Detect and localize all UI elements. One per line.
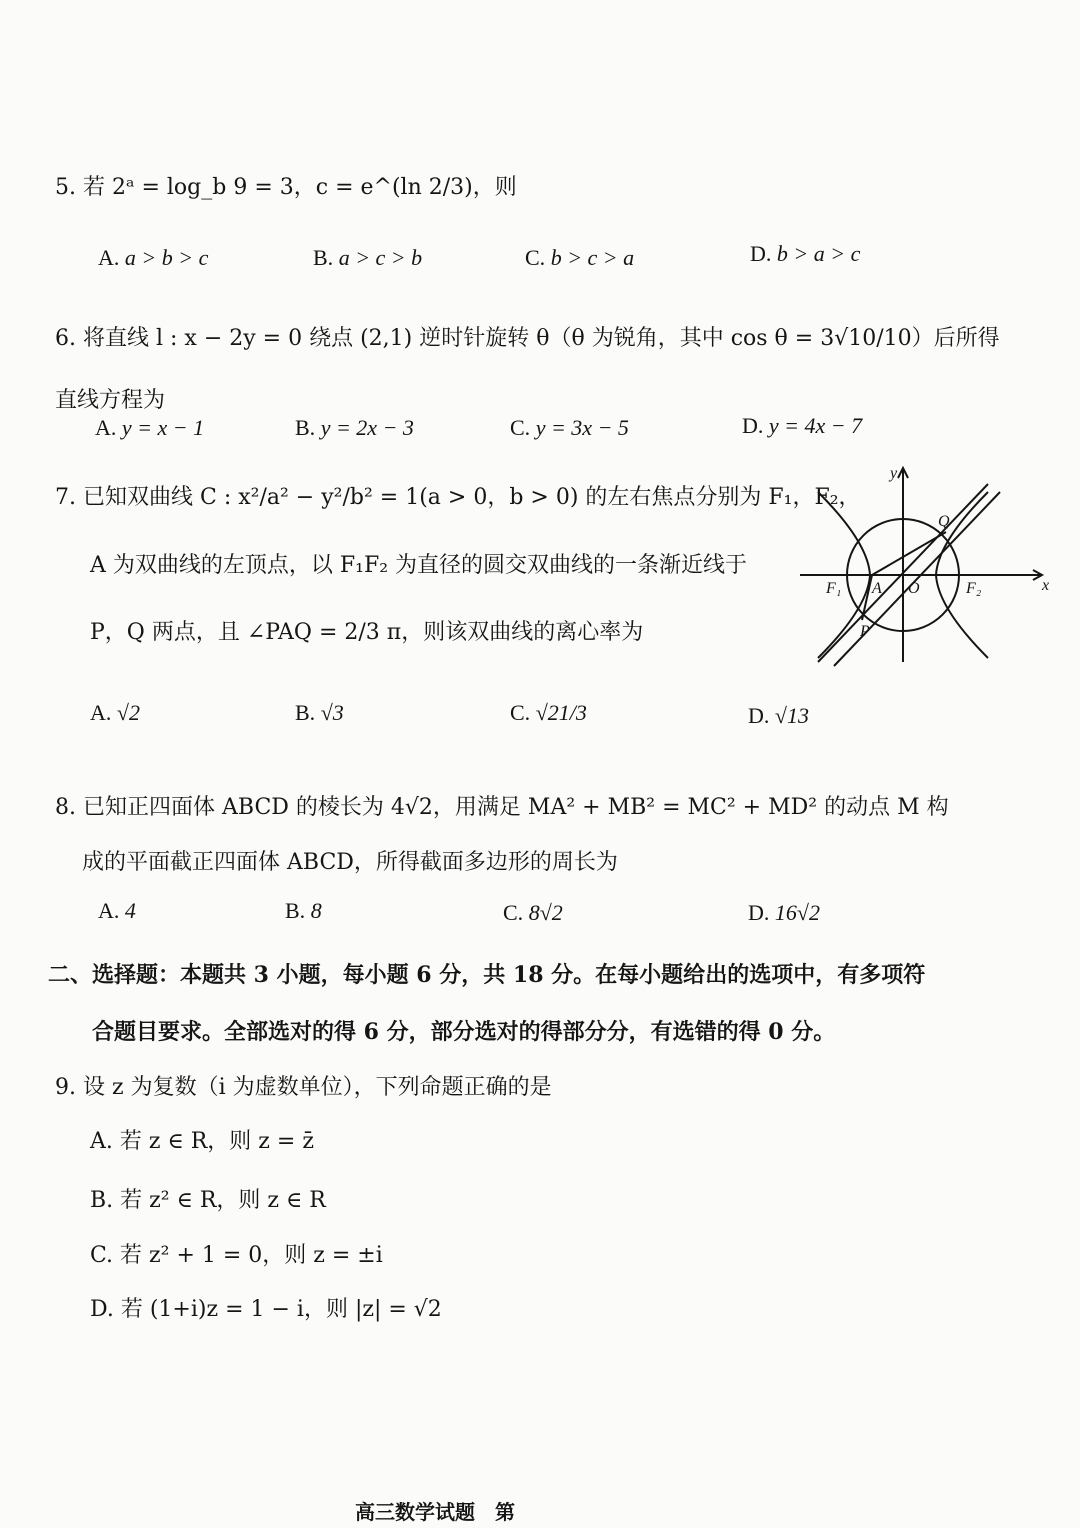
page-footer: 高三数学试题 第 bbox=[355, 1500, 515, 1524]
question-stem-line2: A 为双曲线的左顶点，以 F₁F₂ 为直径的圆交双曲线的一条渐近线于 bbox=[90, 553, 748, 578]
question-stem: 设 z 为复数（i 为虚数单位），下列命题正确的是 bbox=[83, 1075, 552, 1100]
question-number: 9. bbox=[55, 1075, 76, 1100]
question-number: 7. bbox=[55, 485, 76, 510]
label-O: O bbox=[908, 580, 920, 597]
option-a: A. 4 bbox=[98, 898, 136, 923]
question-number: 8. bbox=[55, 795, 76, 820]
option-a: A. y = x − 1 bbox=[95, 415, 205, 440]
option-c: C. 若 z² + 1 = 0，则 z = ±i bbox=[90, 1243, 383, 1268]
option-b: B. √3 bbox=[295, 700, 344, 725]
question-6 bbox=[55, 308, 1015, 432]
label-Q: Q bbox=[938, 513, 950, 530]
hyperbola-figure bbox=[790, 462, 1055, 667]
label-P: P bbox=[860, 623, 870, 640]
option-a: A. 若 z ∈ R，则 z = z̄ bbox=[90, 1129, 314, 1154]
question-number: 6. bbox=[55, 326, 76, 351]
option-d: D. 若 (1+i)z = 1 − i，则 |z| = √2 bbox=[90, 1297, 442, 1322]
label-F1: F₁ bbox=[826, 580, 842, 597]
option-c: C. √21/3 bbox=[510, 700, 587, 725]
label-A: A bbox=[872, 580, 882, 597]
label-F2: F₂ bbox=[966, 580, 982, 597]
question-stem-line3: P，Q 两点，且 ∠PAQ = 2/3 π，则该双曲线的离心率为 bbox=[90, 620, 644, 645]
option-b: B. 若 z² ∈ R，则 z ∈ R bbox=[90, 1188, 326, 1213]
option-b: B. 8 bbox=[285, 898, 322, 923]
question-number: 5. bbox=[55, 175, 76, 200]
option-c: C. 8√2 bbox=[503, 900, 563, 925]
question-7 bbox=[55, 480, 861, 511]
option-a: A. a > b > c bbox=[98, 245, 209, 270]
option-d: D. 16√2 bbox=[748, 900, 820, 925]
question-5 bbox=[55, 170, 517, 201]
option-c: C. b > c > a bbox=[525, 245, 635, 270]
option-b: B. a > c > b bbox=[313, 245, 423, 270]
option-c: C. y = 3x − 5 bbox=[510, 415, 629, 440]
label-x: x bbox=[1042, 577, 1050, 594]
option-b: B. y = 2x − 3 bbox=[295, 415, 414, 440]
question-stem: 将直线 l : x − 2y = 0 绕点 (2,1) 逆时针旋转 θ（θ 为锐角，其中 cos θ = 3√10/10）后所得直线方程为 bbox=[55, 326, 1000, 413]
option-d: D. b > a > c bbox=[750, 241, 861, 266]
asymptote-2 bbox=[834, 492, 1000, 666]
option-d: D. √13 bbox=[748, 703, 809, 728]
question-stem-line1: 已知双曲线 C : x²/a² − y²/b² = 1(a > 0，b > 0) 的左右焦点分别为 F₁，F₂， bbox=[83, 485, 861, 510]
question-stem-line1: 已知正四面体 ABCD 的棱长为 4√2，用满足 MA² + MB² = MC² + MD² 的动点 M 构 bbox=[83, 795, 949, 820]
question-stem: 若 2ᵃ = log_b 9 = 3，c = e^(ln 2/3)，则 bbox=[83, 175, 517, 200]
question-9 bbox=[55, 1070, 552, 1101]
option-a: A. √2 bbox=[90, 700, 140, 725]
question-8 bbox=[55, 790, 949, 821]
section-heading-line2: 合题目要求。全部选对的得 6 分，部分选对的得部分分，有选错的得 0 分。 bbox=[92, 1019, 836, 1045]
option-d: D. y = 4x − 7 bbox=[742, 413, 863, 438]
segment-AQ bbox=[872, 532, 946, 575]
question-stem-line2: 成的平面截正四面体 ABCD，所得截面多边形的周长为 bbox=[82, 850, 618, 875]
section-heading-line1: 二、选择题：本题共 3 小题，每小题 6 分，共 18 分。在每小题给出的选项中，有多项符 bbox=[48, 962, 926, 988]
label-y: y bbox=[890, 465, 898, 482]
